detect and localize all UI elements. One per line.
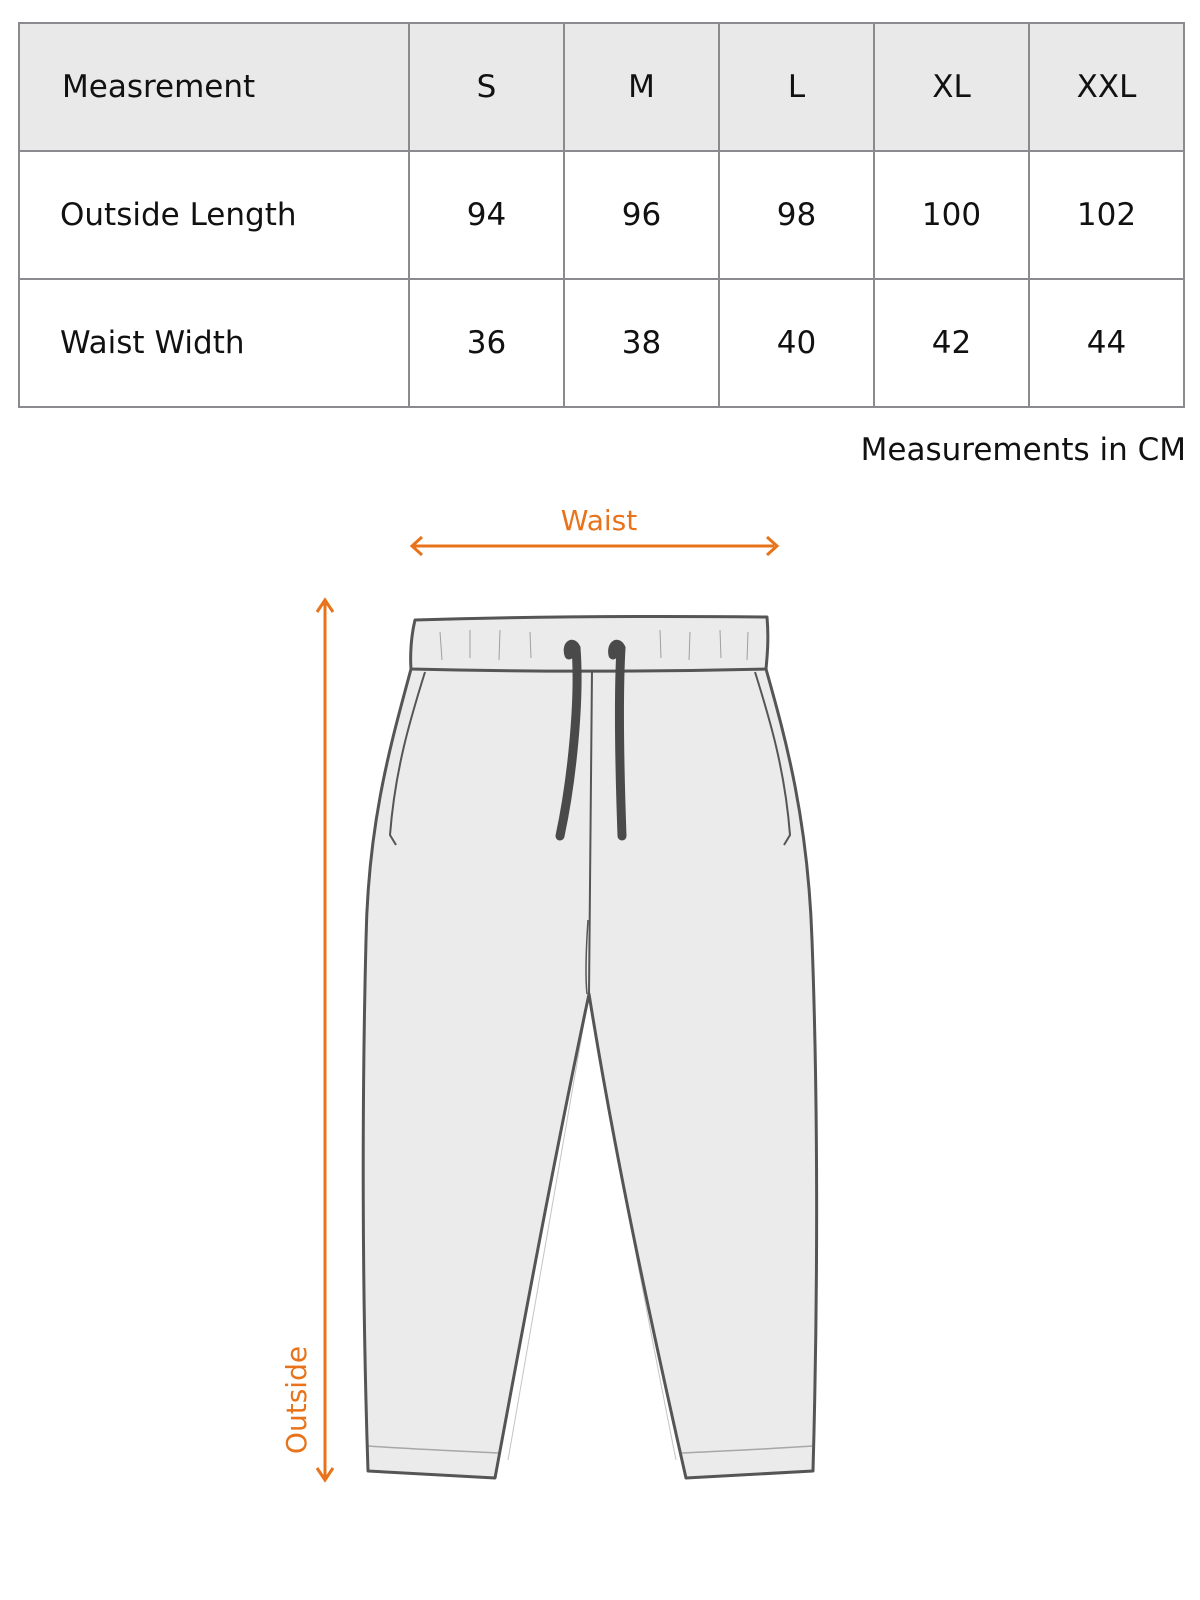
units-note: Measurements in CM <box>860 432 1186 468</box>
size-header-xl: XL <box>874 23 1029 151</box>
table-cell: 36 <box>409 279 564 407</box>
size-header-s: S <box>409 23 564 151</box>
size-header-xxl: XXL <box>1029 23 1184 151</box>
outside-length-arrow <box>317 600 333 1480</box>
pants-illustration <box>363 616 816 1478</box>
measurement-header-cell: Measrement <box>19 23 409 151</box>
size-header-l: L <box>719 23 874 151</box>
table-cell: 102 <box>1029 151 1184 279</box>
row-label-waist-width: Waist Width <box>19 279 409 407</box>
table-cell: 98 <box>719 151 874 279</box>
table-cell: 100 <box>874 151 1029 279</box>
table-cell: 96 <box>564 151 719 279</box>
table-cell: 42 <box>874 279 1029 407</box>
table-row-outside-length <box>19 151 1184 279</box>
size-header-row <box>19 23 1184 151</box>
table-cell: 44 <box>1029 279 1184 407</box>
table-row-waist-width <box>19 279 1184 407</box>
waist-label: Waist <box>560 504 638 537</box>
outside-label: Outside <box>280 1345 313 1455</box>
row-label-outside-length: Outside Length <box>19 151 409 279</box>
pants-waistband <box>411 616 768 671</box>
table-cell: 40 <box>719 279 874 407</box>
table-cell: 38 <box>564 279 719 407</box>
size-chart-table <box>18 22 1185 408</box>
size-header-m: M <box>564 23 719 151</box>
waist-arrow <box>412 537 777 555</box>
pants-measurement-diagram <box>0 490 1200 1550</box>
table-cell: 94 <box>409 151 564 279</box>
